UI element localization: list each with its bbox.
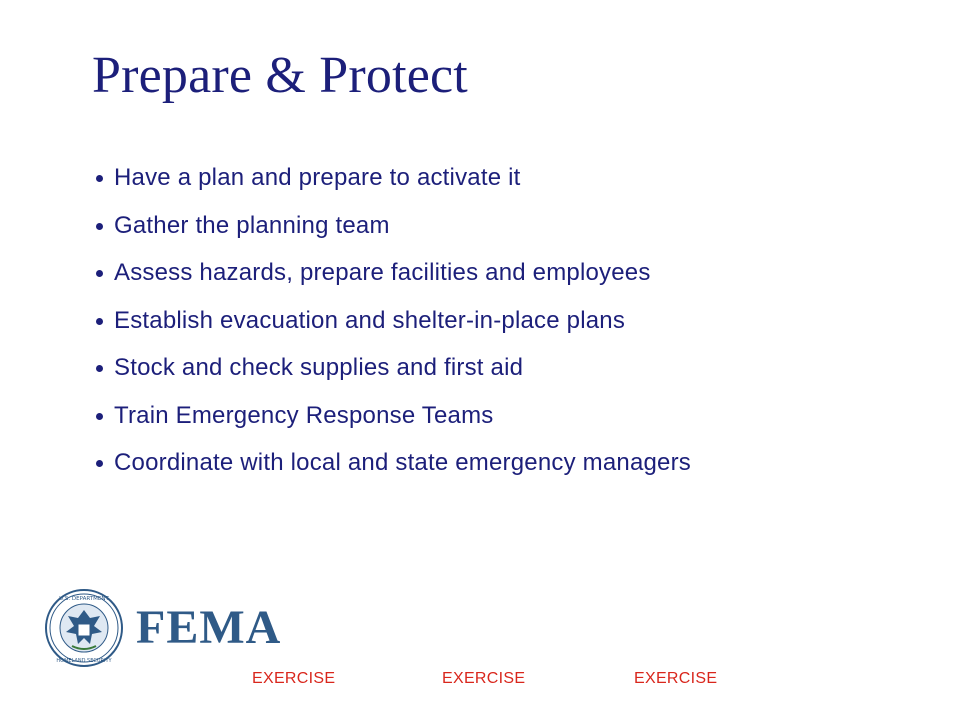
bullet-text: Coordinate with local and state emergency managers	[114, 449, 691, 476]
bullet-text: Establish evacuation and shelter-in-place plans	[114, 306, 626, 334]
bullet-item	[92, 158, 691, 206]
bullet-item	[92, 348, 691, 396]
bullet-dot-icon	[96, 365, 103, 372]
svg-text:HOMELAND SECURITY: HOMELAND SECURITY	[56, 658, 112, 664]
bullet-item	[92, 253, 691, 301]
bullet-dot-icon	[96, 175, 103, 182]
bullet-text: Assess hazards, prepare facilities and employees	[114, 259, 651, 286]
slide-title: Prepare & Protect	[92, 47, 468, 104]
bullet-item	[92, 443, 691, 491]
bullet-text: Train Emergency Response Teams	[114, 401, 494, 429]
footer	[0, 670, 960, 694]
bullet-dot-icon	[96, 413, 103, 420]
bullet-item	[92, 301, 691, 349]
fema-wordmark: FEMA	[136, 601, 282, 654]
footer-exercise-label: EXERCISE	[252, 670, 336, 687]
bullet-dot-icon	[96, 270, 103, 277]
dhs-seal-icon	[44, 588, 124, 668]
svg-text:U.S. DEPARTMENT: U.S. DEPARTMENT	[59, 596, 109, 602]
bullet-text: Have a plan and prepare to activate it	[114, 164, 521, 191]
footer-exercise-label: EXERCISE	[442, 670, 526, 687]
fema-logo	[44, 588, 284, 672]
bullet-text: Stock and check supplies and first aid	[114, 354, 524, 381]
footer-exercise-label: EXERCISE	[634, 670, 718, 687]
bullet-dot-icon	[96, 318, 103, 325]
bullet-item	[92, 206, 691, 254]
bullet-item	[92, 396, 691, 444]
bullet-dot-icon	[96, 223, 103, 230]
bullet-list	[92, 158, 691, 491]
bullet-dot-icon	[96, 460, 103, 467]
bullet-text: Gather the planning team	[114, 211, 390, 239]
